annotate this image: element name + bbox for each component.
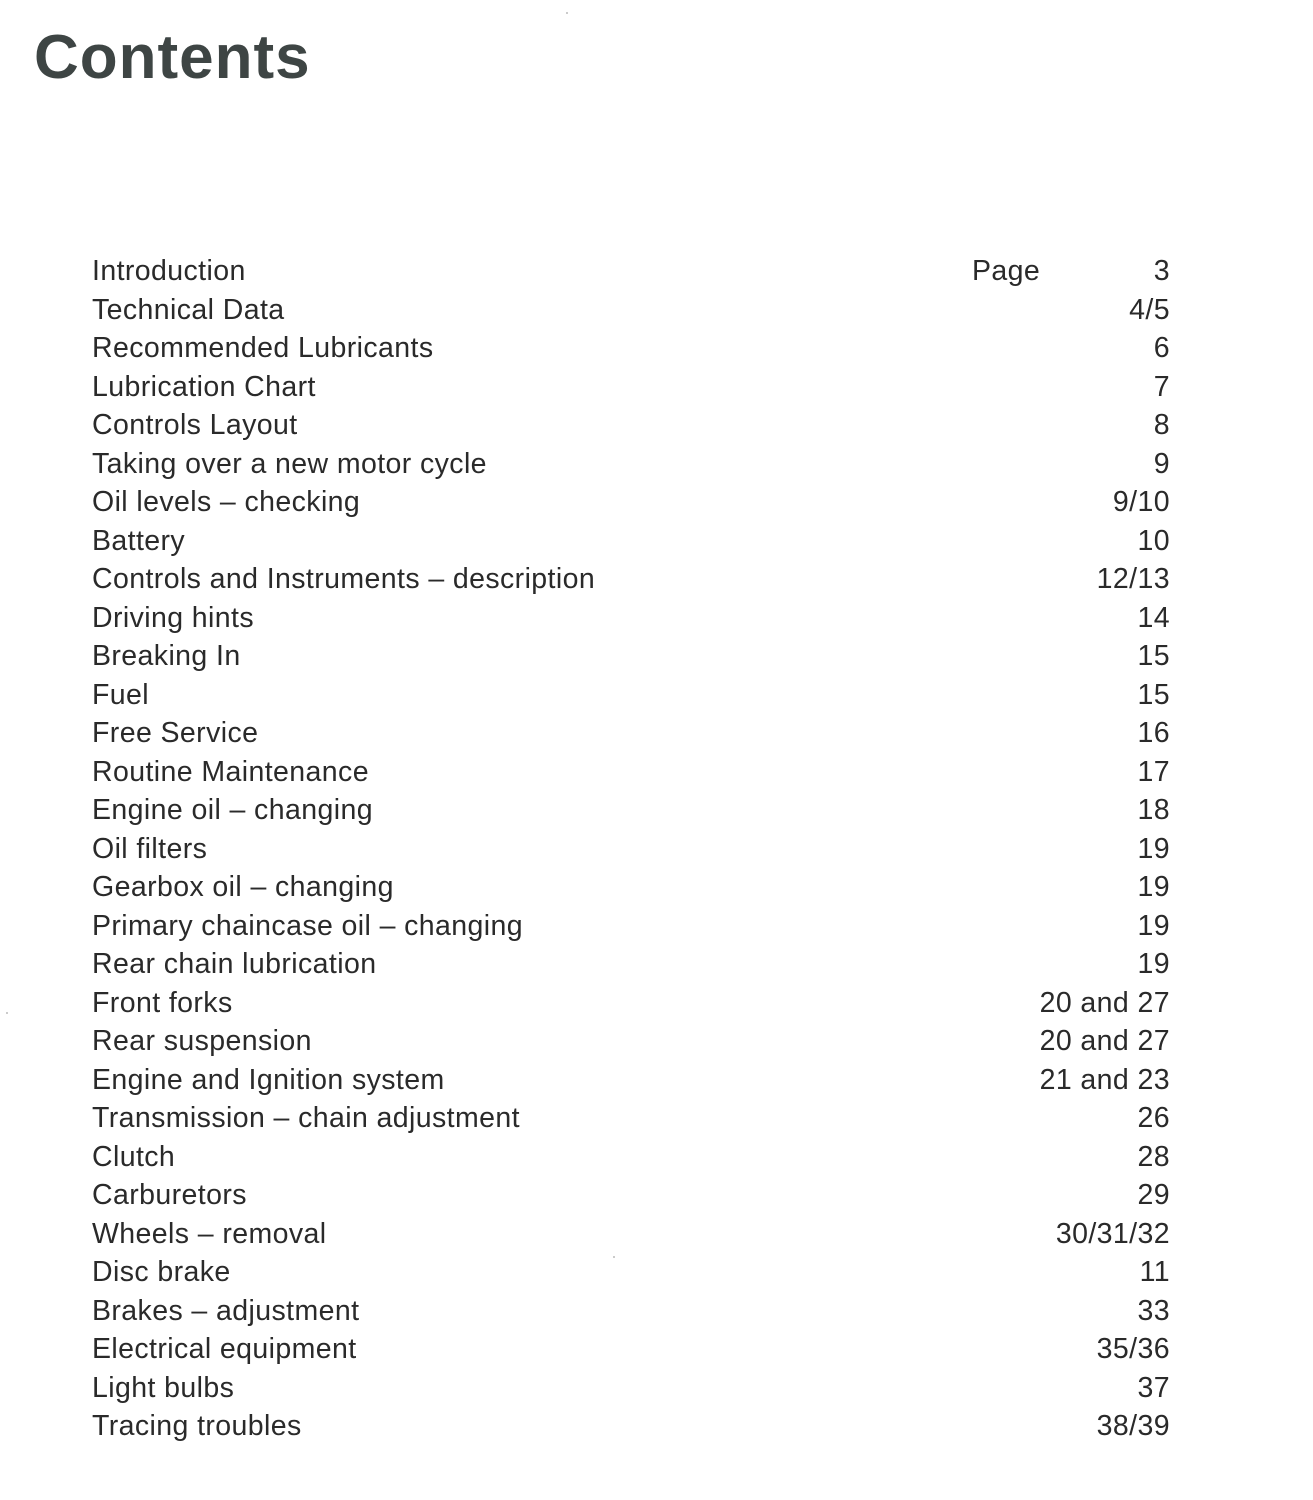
toc-entry-label: Transmission – chain adjustment xyxy=(92,1102,520,1134)
toc-entry-label: Driving hints xyxy=(92,601,255,634)
toc-entry[interactable] xyxy=(92,791,1170,830)
toc-entry[interactable] xyxy=(92,1292,1170,1331)
toc-entry-page: 10 xyxy=(1137,524,1170,557)
toc-entry-page: 19 xyxy=(1137,871,1170,903)
toc-entry-label: Engine and Ignition system xyxy=(92,1063,445,1096)
toc-entry[interactable] xyxy=(92,1369,1170,1408)
page-title: Contents xyxy=(34,23,311,92)
toc-entry[interactable] xyxy=(92,1061,1170,1100)
paper-speck xyxy=(613,1256,615,1258)
toc-entry-page: 12/13 xyxy=(1096,563,1170,595)
toc-entry-label: Rear chain lubrication xyxy=(92,948,377,980)
toc-entry-label: Brakes – adjustment xyxy=(92,1294,360,1327)
toc-entry-label: Controls and Instruments – description xyxy=(92,563,596,595)
toc-entry-page: 17 xyxy=(1137,755,1170,788)
toc-entry-label: Oil levels – checking xyxy=(92,486,361,518)
toc-entry[interactable] xyxy=(92,1099,1170,1138)
toc-entry[interactable] xyxy=(92,1138,1170,1177)
toc-entry[interactable] xyxy=(92,1176,1170,1215)
toc-entry[interactable] xyxy=(92,599,1170,638)
toc-entry[interactable] xyxy=(92,522,1170,561)
toc-entry-label: Rear suspension xyxy=(92,1025,312,1057)
toc-entry-page: 20 and 27 xyxy=(1039,986,1170,1019)
toc-entry-label: Front forks xyxy=(92,986,233,1019)
toc-entry-label: Breaking In xyxy=(92,640,241,672)
toc-entry-page: 20 and 27 xyxy=(1039,1025,1170,1057)
toc-entry[interactable] xyxy=(92,406,1170,445)
toc-entry[interactable] xyxy=(92,368,1170,407)
toc-entry-label: Tracing troubles xyxy=(92,1410,302,1442)
toc-entry[interactable] xyxy=(92,868,1170,907)
toc-entry[interactable] xyxy=(92,637,1170,676)
toc-entry[interactable] xyxy=(92,1253,1170,1292)
toc-entry-page: 18 xyxy=(1137,794,1170,826)
toc-entry-label: Free Service xyxy=(92,717,259,749)
toc-entry-label: Routine Maintenance xyxy=(92,755,369,788)
paper-speck xyxy=(6,1012,8,1014)
toc-entry[interactable] xyxy=(92,1330,1170,1369)
page-column-header: Page xyxy=(972,255,1041,287)
toc-entry-page: 11 xyxy=(1139,1256,1170,1288)
toc-entry[interactable] xyxy=(92,830,1170,869)
toc-entry[interactable] xyxy=(92,1022,1170,1061)
toc-entry-page: 29 xyxy=(1137,1179,1170,1211)
toc-entry-label: Fuel xyxy=(92,678,150,711)
toc-entry-page: 9 xyxy=(1153,447,1170,480)
toc-entry-label: Light bulbs xyxy=(92,1371,235,1404)
toc-entry[interactable] xyxy=(92,1407,1170,1446)
toc-entry-page: 19 xyxy=(1137,832,1170,865)
toc-entry-page: 30/31/32 xyxy=(1055,1217,1170,1250)
toc-entry-label: Engine oil – changing xyxy=(92,794,373,826)
toc-entry-page: 28 xyxy=(1137,1140,1170,1173)
toc-entry-label: Primary chaincase oil – changing xyxy=(92,909,524,942)
toc-entry[interactable] xyxy=(92,1215,1170,1254)
toc-entry-label: Technical Data xyxy=(92,293,285,326)
paper-speck xyxy=(566,12,568,14)
toc-entry[interactable] xyxy=(92,483,1170,522)
toc-entry[interactable] xyxy=(92,753,1170,792)
toc-entry-page: 4/5 xyxy=(1129,293,1170,326)
toc-entry-page: 19 xyxy=(1137,909,1170,942)
toc-entry-label: Wheels – removal xyxy=(92,1217,327,1250)
toc-entry-page: 38/39 xyxy=(1096,1410,1170,1442)
toc-entry-label: Introduction xyxy=(92,255,246,287)
toc-entry-label: Controls Layout xyxy=(92,409,298,441)
toc-entry[interactable] xyxy=(92,252,1170,291)
toc-entry-label: Electrical equipment xyxy=(92,1333,357,1365)
toc-entry-page: 15 xyxy=(1137,640,1170,672)
toc-entry-page: 7 xyxy=(1153,370,1170,403)
toc-entry[interactable] xyxy=(92,560,1170,599)
toc-entry-label: Recommended Lubricants xyxy=(92,332,434,364)
toc-entry-page: 37 xyxy=(1137,1371,1170,1404)
toc-entry-label: Clutch xyxy=(92,1140,176,1173)
toc-entry[interactable] xyxy=(92,329,1170,368)
table-of-contents xyxy=(92,252,1170,1446)
toc-entry-page: 19 xyxy=(1137,948,1170,980)
toc-entry[interactable] xyxy=(92,291,1170,330)
toc-entry[interactable] xyxy=(92,984,1170,1023)
toc-entry-page: 15 xyxy=(1137,678,1170,711)
toc-entry-label: Disc brake xyxy=(92,1256,231,1288)
toc-entry-page: 33 xyxy=(1137,1294,1170,1327)
toc-entry-label: Oil filters xyxy=(92,832,208,865)
toc-entry-label: Taking over a new motor cycle xyxy=(92,447,487,480)
toc-entry-label: Battery xyxy=(92,524,186,557)
toc-entry-page: 35/36 xyxy=(1096,1333,1170,1365)
toc-entry-page: 8 xyxy=(1153,409,1170,441)
toc-entry-label: Gearbox oil – changing xyxy=(92,871,394,903)
toc-entry[interactable] xyxy=(92,714,1170,753)
toc-entry-page: 16 xyxy=(1137,717,1170,749)
toc-entry[interactable] xyxy=(92,907,1170,946)
toc-entry[interactable] xyxy=(92,445,1170,484)
toc-entry-page: 3 xyxy=(1153,255,1170,287)
toc-entry-label: Lubrication Chart xyxy=(92,370,316,403)
toc-entry-page: 14 xyxy=(1137,601,1170,634)
toc-entry[interactable] xyxy=(92,676,1170,715)
toc-entry-page: 21 and 23 xyxy=(1039,1063,1170,1096)
toc-entry-page: 26 xyxy=(1137,1102,1170,1134)
toc-entry[interactable] xyxy=(92,945,1170,984)
toc-entry-page: 6 xyxy=(1153,332,1170,364)
toc-entry-label: Carburetors xyxy=(92,1179,247,1211)
toc-entry-page: 9/10 xyxy=(1112,486,1170,518)
